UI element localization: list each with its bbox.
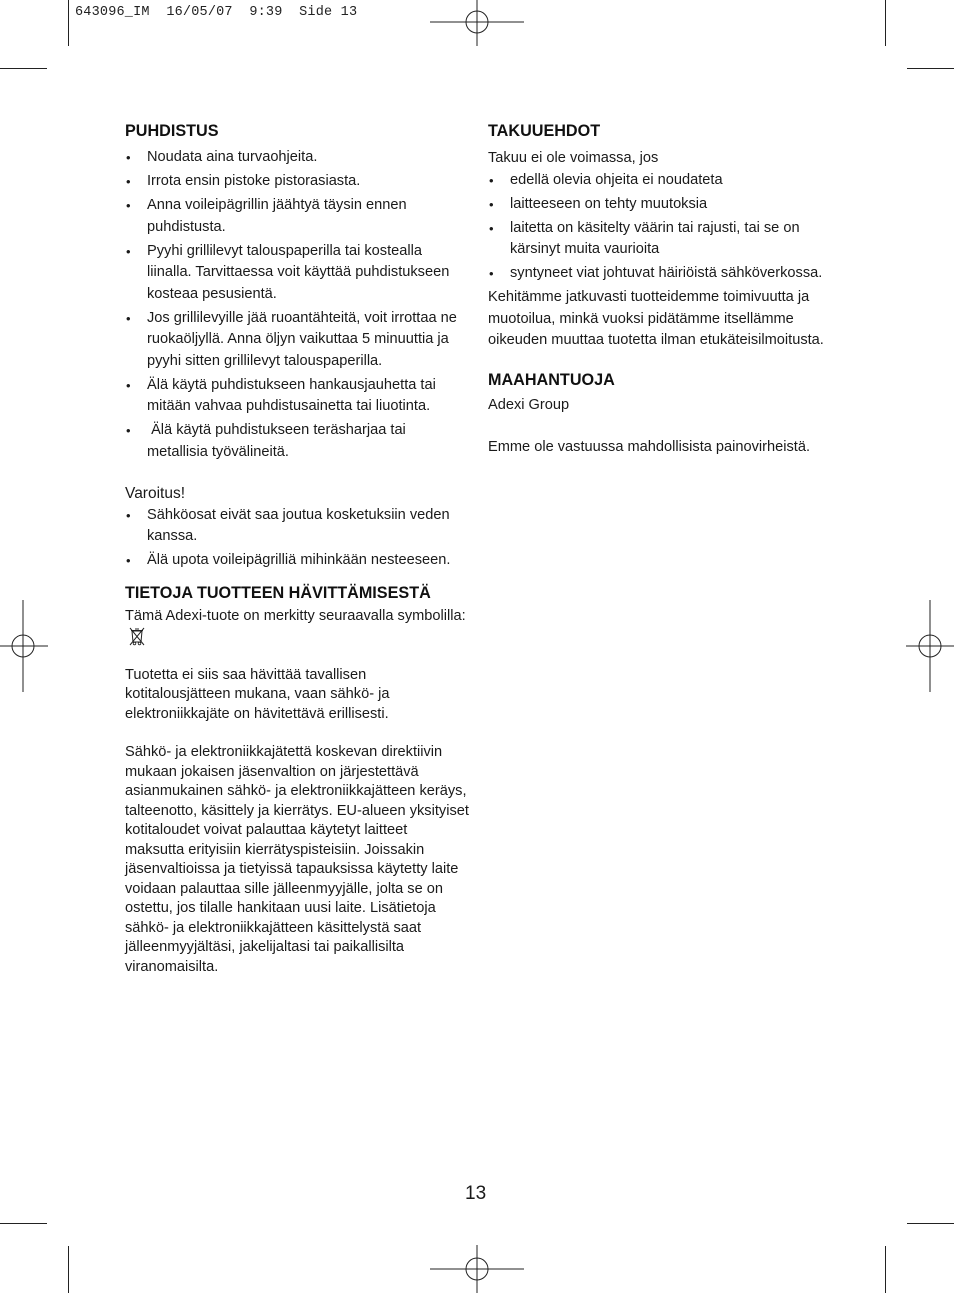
crop-mark-bottom-left-h bbox=[0, 1223, 47, 1224]
crop-mark-bottom-right-v bbox=[885, 1246, 886, 1293]
list-item: • Älä upota voileipägrilliä mihinkään nesteeseen. bbox=[125, 550, 470, 572]
list-item: • syntyneet viat johtuvat häiriöistä sähköverkossa. bbox=[488, 263, 833, 285]
disposal-paragraph-1: Tuotetta ei siis saa hävittää tavallisen kotitalousjätteen mukana, vaan sähkö- ja elektroniikkajäte on hävitettävä erillisesti. bbox=[125, 666, 390, 722]
right-column bbox=[488, 121, 833, 459]
list-item: • Anna voileipägrillin jäähtyä täysin ennen puhdistusta. bbox=[125, 195, 470, 238]
disposal-paragraph-2: Sähkö- ja elektroniikkajätettä koskevan direktiivin mukaan jokaisen jäsenvaltion on järjestettävä asianmukainen sähkö- ja elektroniikkajätteen keräys, talteenotto, käsittely ja kierrätys. EU-alueen yksityiset kotitaloudet voivat palauttaa käytetyt laitteet maksutta erityisiin kierrätyspisteisiin. Joissakin jäsenvaltioissa ja tietyissä tapauksissa käytetty laite voidaan palauttaa sille jälleenmyyjälle, jolta se on ostettu, jos tilalle hankitaan uusi laite. Lisätietoja sähkö- ja elektroniikkajätteen käsittelystä saat jälleenmyyjältäsi, jakelijaltasi tai paikallisilta viranomaisilta. bbox=[125, 744, 469, 975]
warranty-list bbox=[488, 170, 833, 285]
registration-mark-right bbox=[906, 600, 954, 692]
importer-name: Adexi Group bbox=[488, 396, 570, 413]
left-column bbox=[125, 121, 470, 977]
disposal-section bbox=[125, 583, 470, 978]
list-item: • Pyyhi grillilevyt talouspaperilla tai kostealla liinalla. Tarvittaessa voit käyttää puhdistukseen kosteaa pesusientä. bbox=[125, 241, 470, 306]
crop-mark-top-left-v bbox=[68, 0, 69, 46]
print-slug: 643096_IM 16/05/07 9:39 Side 13 bbox=[75, 5, 358, 20]
importer-heading: MAAHANTUOJA bbox=[488, 370, 615, 389]
warranty-section bbox=[488, 121, 833, 352]
registration-mark-bottom bbox=[430, 1245, 524, 1293]
registration-mark-top bbox=[430, 0, 524, 46]
disposal-heading: TIETOJA TUOTTEEN HÄVITTÄMISESTÄ bbox=[125, 583, 431, 602]
importer-section bbox=[488, 370, 833, 459]
warranty-outro: Kehitämme jatkuvasti tuotteidemme toimivuutta ja muotoilua, minkä vuoksi pidätämme itsellämme oikeuden muuttaa tuotetta ilman etukäteisilmoitusta. bbox=[488, 289, 824, 348]
crop-mark-top-left-h bbox=[0, 68, 47, 69]
cleaning-heading: PUHDISTUS bbox=[125, 122, 219, 140]
crossed-out-wheelie-bin-icon bbox=[129, 626, 145, 646]
registration-mark-left bbox=[0, 600, 48, 692]
crop-mark-top-right-v bbox=[885, 0, 886, 46]
warning-list bbox=[125, 505, 470, 572]
warning-heading: Varoitus! bbox=[125, 485, 186, 502]
list-item: • Älä käytä puhdistukseen hankausjauhetta tai mitään vahvaa puhdistusainetta tai liuotinta. bbox=[125, 375, 470, 418]
warranty-heading: TAKUUEHDOT bbox=[488, 122, 601, 140]
list-item: • Sähköosat eivät saa joutua kosketuksiin veden kanssa. bbox=[125, 505, 470, 548]
list-item: • Jos grillilevyille jää ruoantähteitä, voit irrottaa ne ruokaöljyllä. Anna öljyn vaikuttaa 5 minuuttia ja pyyhi sitten grillilevyt talouspaperilla. bbox=[125, 308, 470, 373]
crop-mark-top-right-h bbox=[907, 68, 954, 69]
disclaimer: Emme ole vastuussa mahdollisista painovirheistä. bbox=[488, 439, 811, 455]
disposal-intro bbox=[125, 607, 470, 648]
list-item: • laitteeseen on tehty muutoksia bbox=[488, 194, 833, 216]
warranty-intro: Takuu ei ole voimassa, jos bbox=[488, 150, 659, 166]
list-item: • Noudata aina turvaohjeita. bbox=[125, 147, 470, 169]
list-item: • Älä käytä puhdistukseen teräsharjaa tai metallisia työvälineitä. bbox=[125, 420, 470, 463]
list-item: • edellä olevia ohjeita ei noudateta bbox=[488, 170, 833, 192]
crop-mark-bottom-left-v bbox=[68, 1246, 69, 1293]
list-item: • laitetta on käsitelty väärin tai rajusti, tai se on kärsinyt muita vaurioita bbox=[488, 218, 833, 261]
page-number: 13 bbox=[465, 1183, 487, 1204]
cleaning-list bbox=[125, 147, 470, 463]
crop-mark-bottom-right-h bbox=[907, 1223, 954, 1224]
warning-section bbox=[125, 483, 470, 572]
disposal-intro-text: Tämä Adexi-tuote on merkitty seuraavalla symbolilla: bbox=[125, 607, 466, 624]
list-item: • Irrota ensin pistoke pistorasiasta. bbox=[125, 171, 470, 193]
cleaning-section bbox=[125, 121, 470, 463]
